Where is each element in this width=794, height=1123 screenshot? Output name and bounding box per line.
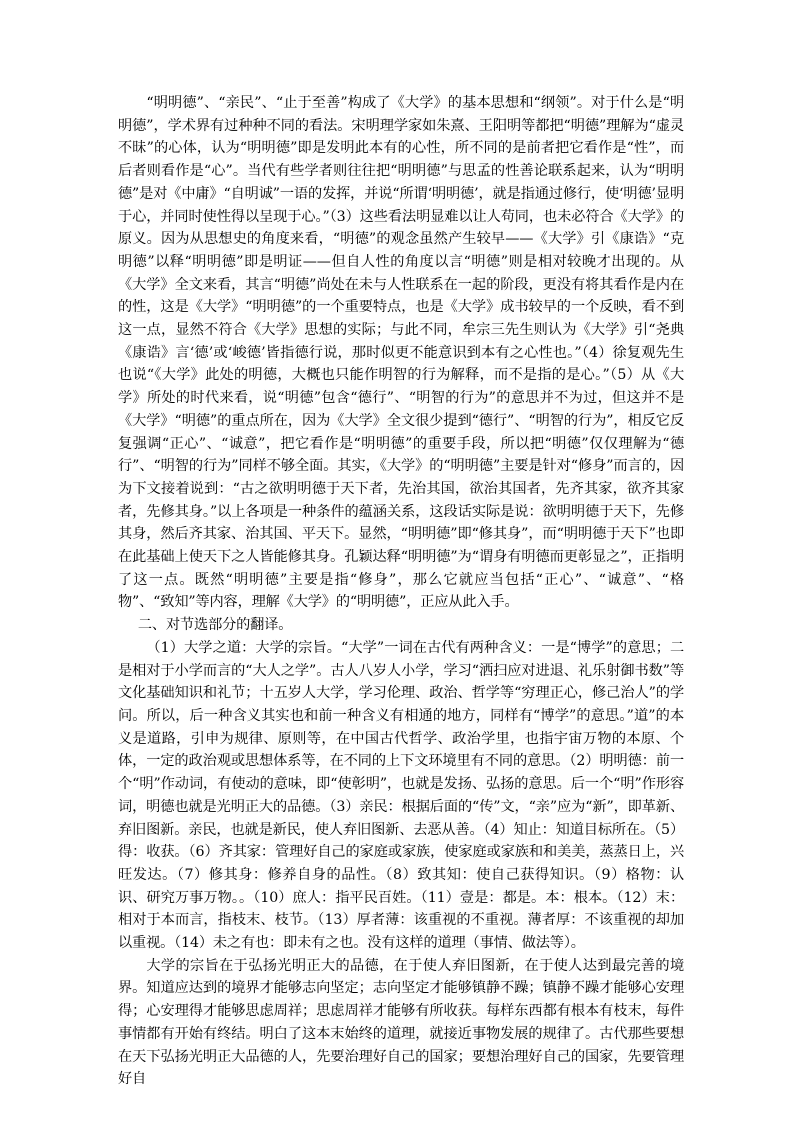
paragraph-annotations: （1）大学之道：大学的宗旨。“大学”一词在古代有两种含义：一是“博学”的意思；二是相对于小学而言的“大人之学”。古人八岁人小学，学习“洒扫应对进退、礼乐射御书数”等文化基础知识和礼节；十五岁人大学，学习伦理、政治、哲学等“穷理正心，修己治人”的学问。所以，后一种含义其实也和前一种含义有相通的地方，同样有“博学”的意思。”道”的本义是道路，引申为规律、原则等，在中国古代哲学、政治学里，也指宇宙万物的本原、个体，一定的政治观或思想体系等，在不同的上下文环境里有不同的意思。（2）明明德：前一个“明”作动词，有使动的意味，即“使彰明”，也就是发扬、弘扬的意思。后一个“明”作形容词，明德也就是光明正大的品德。（3）亲民：根据后面的“传”文，“亲”应为“新”，即革新、弃旧图新。亲民，也就是新民，使人弃旧图新、去恶从善。（4）知止：知道目标所在。（5）得：收获。（6）齐其家：管理好自己的家庭或家族，使家庭或家族和和美美，蒸蒸日上，兴旺发达。（7）修其身：修养自身的品性。（8）致其知：使自己获得知识。（9）格物：认识、研究万事万物。。（10）庶人：指平民百姓。（11）壹是：都是。本：根本。（12）末：相对于本而言，指枝末、枝节。（13）厚者薄：该重视的不重视。薄者厚：不该重视的却加以重视。（14）未之有也：即未有之也。没有这样的道理（事情、做法等）。 xyxy=(118,639,684,952)
section-heading-translation: 二、对节选部分的翻译。 xyxy=(137,617,293,634)
document-page xyxy=(118,92,684,1091)
paragraph-ming-ming-de: “明明德”、“亲民”、“止于至善”构成了《大学》的基本思想和“纲领”。对于什么是“明明德”，学术界有过种种不同的看法。宋明理学家如朱熹、王阳明等都把“明德”理解为“虚灵不昧”的心体，认为“明明德”即是发明此本有的心性，所不同的是前者把它看作是“性”，而后者则看作是“心”。当代有些学者则往往把“明明德”与思孟的性善论联系起来，认为“明明德”是对《中庸》“自明诚”一语的发挥，并说“所谓‘明明德’，就是指通过修行，使‘明德’显明于心，并同时使性得以呈现于心。”（3）这些看法明显难以让人苟同，也未必符合《大学》的原义。因为从思想史的角度来看，“明德”的观念虽然产生较早——《大学》引《康诰》“克明德”以释“明明德”即是明证——但自人性的角度以言“明德”则是相对较晚才出现的。从《大学》全文来看，其言“明德”尚处在未与人性联系在一起的阶段，更没有将其看作是内在的性，这是《大学》“明明德”的一个重要特点，也是《大学》成书较早的一个反映，看不到这一点，显然不符合《大学》思想的实际；与此不同，牟宗三先生则认为《大学》引“尧典《康诰》言‘德’或‘峻德’皆指德行说，那时似更不能意识到本有之心性也。”（4）徐复观先生也说“《大学》此处的明德，大概也只能作明智的行为解释，而不是指的是心。”（5）从《大学》所处的时代来看，说“明德”包含“德行”、“明智的行为”的意思并不为过，但这并不是《大学》“明德”的重点所在，因为《大学》全文很少提到“德行”、“明智的行为”，相反它反复强调“正心”、“诚意”，把它看作是“明明德”的重要手段，所以把“明德”仅仅理解为“德行”、“明智的行为”同样不够全面。其实，《大学》的“明明德”主要是针对“修身”而言的，因为下文接着说到：“古之欲明明德于天下者，先治其国，欲治其国者，先齐其家，欲齐其家者，先修其身。”以上各项是一种条件的蕴涵关系，这段话实际是说：欲明明德于天下，先修其身，然后齐其家、治其国、平天下。显然，“明明德”即“修其身”，而“明明德于天下”也即在此基础上使天下之人皆能修其身。孔颖达释“明明德”为“谓身有明德而更彰显之”，正指明了这一点。既然“明明德”主要是指“修身”，那么它就应当包括“正心”、“诚意”、“格物”、“致知”等内容，理解《大学》的“明明德”，正应从此入手。 xyxy=(118,95,684,611)
paragraph-translation: 大学的宗旨在于弘扬光明正大的品德，在于使人弃旧图新，在于使人达到最完善的境界。知道应达到的境界才能够志向坚定；志向坚定才能够镇静不躁；镇静不躁才能够心安理得；心安理得才能够思虑周祥；思虑周祥才能够有所收获。每样东西都有根本有枝末，每件事情都有开始有终结。明白了这本末始终的道理，就接近事物发展的规律了。古代那些要想在天下弘扬光明正大品德的人，先要治理好自己的国家；要想治理好自己的国家，先要管理好自 xyxy=(118,957,684,1088)
